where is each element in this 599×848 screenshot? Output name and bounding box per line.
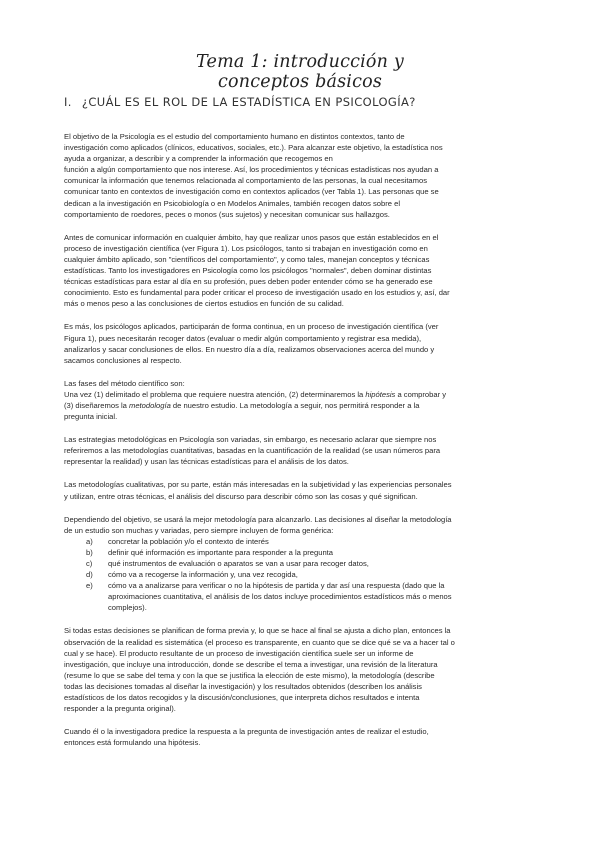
text-line: sacamos conclusiones al respecto. xyxy=(64,355,182,365)
text-fragment: de nuestro estudio. La metodología a seguir, nos permitirá responder a la xyxy=(170,400,420,410)
page-title: Tema 1: introducción y conceptos básicos xyxy=(196,52,404,92)
text-line: estadísticos de los datos recogidos y la discusión/conclusiones, que interpreta dichos resultados e intenta xyxy=(64,693,420,703)
text-line: dedican a la investigación en Psicobiología o en Modelos Animales, también recogen datos sobre el xyxy=(64,198,401,208)
list-marker: e) xyxy=(86,581,93,591)
text-line: y utilizan, entre otras técnicas, el análisis del discurso para describir cómo son las cosas y qué significan. xyxy=(64,491,418,501)
paragraph-9 xyxy=(64,726,534,748)
text-fragment: Una vez (1) delimitado el problema que requiere nuestra atención, (2) determinaremos la xyxy=(64,389,366,399)
text-line: conocimiento. Esto es fundamental para poder criticar el proceso de investigación usado en los estudios y, así, dar xyxy=(64,288,450,298)
text-line: comportamiento de roedores, peces o monos (sus sujetos) y necesitan comunicar sus hallazgos. xyxy=(64,209,390,219)
text-line: cual y se hace). El producto resultante de un proceso de investigación científica suele ser un informe de xyxy=(64,648,414,658)
list-item-text: definir qué información es importante para responder a la pregunta xyxy=(108,547,333,557)
text-fragment: (3) diseñaremos la xyxy=(64,400,129,410)
list-marker: b) xyxy=(86,547,93,557)
list-marker: d) xyxy=(86,570,93,580)
list-marker: c) xyxy=(86,559,93,568)
text-line: analizarlos y sacar conclusiones de ellos. En nuestro día a día, realizamos observaciones acerca del mundo y xyxy=(64,344,435,354)
text-line: estadísticas. Tanto los investigadores en Psicología como los psicólogos "normales", deben dominar distintas xyxy=(64,266,432,276)
text-line xyxy=(64,389,534,400)
text-line: entonces está formulando una hipótesis. xyxy=(64,738,201,748)
list-item xyxy=(86,547,534,558)
section-title: ¿CUÁL ES EL ROL DE LA ESTADÍSTICA EN PSICOLOGÍA? xyxy=(81,95,416,109)
paragraph-8 xyxy=(64,625,534,714)
document-body xyxy=(64,131,534,760)
list-item xyxy=(86,558,534,569)
list-item xyxy=(86,536,534,547)
list-item-text: complejos). xyxy=(108,603,147,613)
text-line: comunicar tanto en contextos de investigación como en contextos aplicados (ver Tabla 1). Las personas que se xyxy=(64,187,439,197)
text-line: comunicar la información que tenemos relacionada al comportamiento de las personas, la cual necesitamos xyxy=(64,176,428,186)
paragraph-3 xyxy=(64,321,534,365)
section-heading xyxy=(64,95,416,109)
text-line: Cuando él o la investigadora predice la respuesta a la pregunta de investigación antes de realizar el estudio, xyxy=(64,727,429,737)
paragraph-2 xyxy=(64,232,534,310)
text-line: todas las decisiones tomadas al diseñar la investigación) y los resultados obtenidos (describen los análisis xyxy=(64,681,422,691)
phases-heading: Las fases del método científico son: xyxy=(64,378,185,388)
emphasis-methodology: metodología xyxy=(129,400,171,410)
paragraph-scientific-method xyxy=(64,378,534,422)
text-line: técnicas estadísticas para estar al día en su profesión, pues deben poder entender cómo se ha generado ese xyxy=(64,277,433,287)
list-item xyxy=(86,569,534,580)
paragraph-6 xyxy=(64,479,534,501)
text-line: más o menos peso a las conclusiones de ciertos estudios en función de su calidad. xyxy=(64,299,344,309)
text-line: (resume lo que se sabe del tema y con la que se justifica la elección de este mismo), la metodología (describe xyxy=(64,670,435,680)
text-fragment: a comprobar y xyxy=(395,389,447,399)
list-item-text: aproximaciones cuantitativa, el análisis de los datos incluye procedimientos estadísticos más o menos xyxy=(108,592,452,602)
list-item-text: cómo va a recogerse la información y, una vez recogida, xyxy=(108,570,298,580)
text-line: Las estrategias metodológicas en Psicología son variadas, sin embargo, es necesario aclarar que siempre nos xyxy=(64,435,437,445)
design-decisions-list xyxy=(86,536,534,614)
text-line: Antes de comunicar información en cualquier ámbito, hay que realizar unos pasos que están establecidos en el xyxy=(64,232,439,242)
text-line: responder a la pregunta original). xyxy=(64,704,176,714)
text-line: Si todas estas decisiones se planifican de forma previa y, lo que se hace al final se ajusta a dicho plan, entonces la xyxy=(64,626,451,636)
text-line: representar la realidad) y usan las técnicas estadísticas para el análisis de los datos. xyxy=(64,457,349,467)
emphasis-hypothesis: hipótesis xyxy=(365,389,396,399)
text-line xyxy=(64,400,534,411)
text-line: Dependiendo del objetivo, se usará la mejor metodología para alcanzarlo. Las decisiones al diseñar la metodología xyxy=(64,514,452,524)
paragraph-7 xyxy=(64,514,534,536)
text-line: ayuda a organizar, a describir y a comprender la información que recogemos en xyxy=(64,154,333,164)
text-line: investigación, que incluye una introducción, donde se describe el tema a investigar, una revisión de la literatura xyxy=(64,659,438,669)
list-item-text: qué instrumentos de evaluación o aparatos se van a usar para recoger datos, xyxy=(108,559,369,568)
text-line: proceso de investigación científica (ver Figura 1). Los psicólogos, tanto si trabajan en investigación como en xyxy=(64,243,428,253)
text-line: función a algún comportamiento que nos interese. Así, los procedimientos y técnicas estadísticas nos ayudan a xyxy=(64,165,439,175)
list-item-text: concretar la población y/o el contexto de interés xyxy=(108,536,269,546)
text-line: El objetivo de la Psicología es el estudio del comportamiento humano en distintos contextos, tanto de xyxy=(64,132,405,141)
paragraph-5 xyxy=(64,434,534,467)
text-line: Figura 1), pues necesitarán recoger datos (evaluar o medir algún comportamiento y registrar esa medida), xyxy=(64,333,422,343)
list-marker: a) xyxy=(86,536,93,546)
list-item xyxy=(86,580,534,613)
section-number: I. xyxy=(64,95,72,109)
text-line: investigación como aplicados (clínicos, educativos, sociales, etc.). Para alcanzar este objetivo, la estadística nos xyxy=(64,143,443,153)
text-line: referiremos a las metodologías cuantitativas, basadas en la cuantificación de la realidad (se usan números para xyxy=(64,446,441,456)
list-item-text: cómo va a analizarse para verificar o no la hipótesis de partida y dar así una respuesta (dado que la xyxy=(108,581,445,591)
text-line: de un estudio son muchas y variadas, pero siempre incluyen de forma genérica: xyxy=(64,525,334,535)
text-line: cualquier ámbito aplicado, son "científicos del comportamiento", y como tales, manejan conceptos y técnicas xyxy=(64,254,430,264)
text-line: pregunta inicial. xyxy=(64,412,118,422)
text-line: observación de la realidad es sistemática (el proceso es transparente, en cuanto que se dice qué se va a hacer tal o xyxy=(64,637,455,647)
text-line: Las metodologías cualitativas, por su parte, están más interesadas en la subjetividad y las experiencias personales xyxy=(64,480,452,490)
paragraph-1 xyxy=(64,131,534,220)
text-line: Es más, los psicólogos aplicados, participarán de forma continua, en un proceso de investigación científica (ver xyxy=(64,322,439,332)
